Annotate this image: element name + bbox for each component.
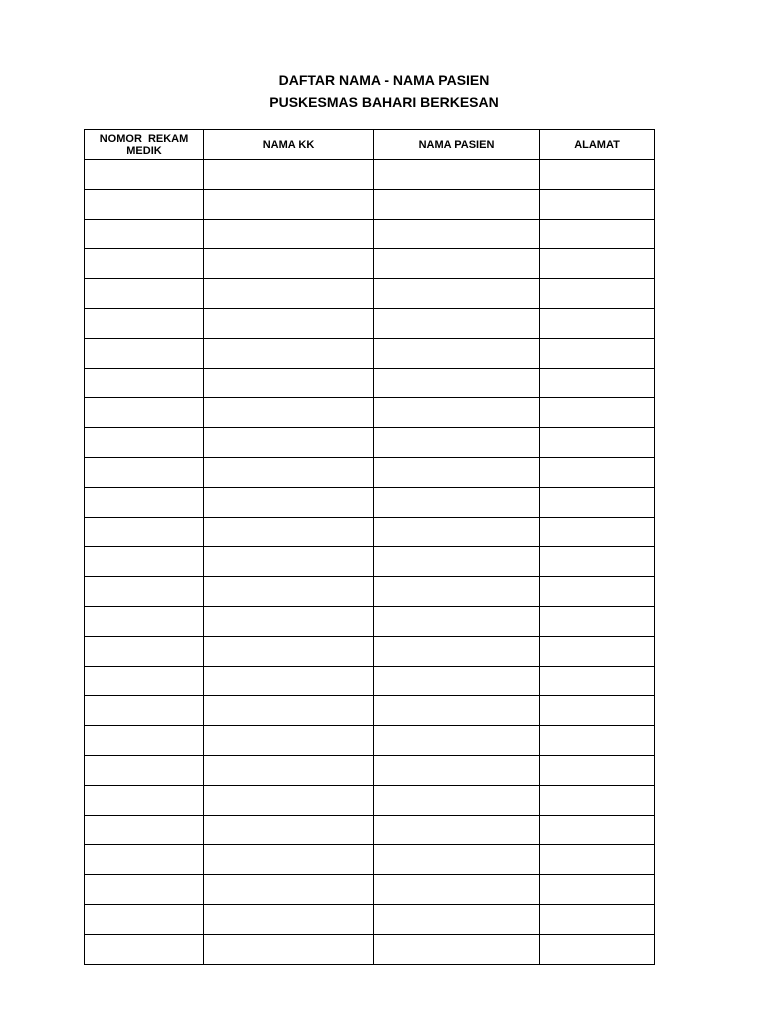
- cell-alamat[interactable]: [540, 308, 655, 338]
- cell-alamat[interactable]: [540, 160, 655, 190]
- table-row: [85, 815, 655, 845]
- cell-nomor-rekam-medik[interactable]: [85, 160, 204, 190]
- cell-alamat[interactable]: [540, 815, 655, 845]
- cell-nama-kk[interactable]: [204, 338, 374, 368]
- table-header: [85, 130, 655, 160]
- cell-nomor-rekam-medik[interactable]: [85, 904, 204, 934]
- cell-alamat[interactable]: [540, 904, 655, 934]
- cell-nomor-rekam-medik[interactable]: [85, 636, 204, 666]
- table-row: [85, 606, 655, 636]
- table-row: [85, 338, 655, 368]
- cell-nama-pasien[interactable]: [374, 577, 540, 607]
- cell-nama-kk[interactable]: [204, 428, 374, 458]
- cell-nama-kk[interactable]: [204, 755, 374, 785]
- cell-alamat[interactable]: [540, 845, 655, 875]
- table-row: [85, 875, 655, 905]
- table-row: [85, 428, 655, 458]
- cell-nomor-rekam-medik[interactable]: [85, 577, 204, 607]
- cell-nama-kk[interactable]: [204, 279, 374, 309]
- cell-alamat[interactable]: [540, 189, 655, 219]
- cell-alamat[interactable]: [540, 785, 655, 815]
- table-row: [85, 308, 655, 338]
- cell-nomor-rekam-medik[interactable]: [85, 785, 204, 815]
- header-nomor-rekam-medik: [85, 130, 204, 160]
- cell-alamat[interactable]: [540, 755, 655, 785]
- header-nomor-rekam-medik-label: NOMOR REKAM MEDIK: [99, 132, 189, 157]
- cell-nama-kk[interactable]: [204, 875, 374, 905]
- header-alamat: ALAMAT: [540, 130, 655, 160]
- cell-alamat[interactable]: [540, 249, 655, 279]
- cell-nomor-rekam-medik[interactable]: [85, 428, 204, 458]
- table-row: [85, 219, 655, 249]
- cell-nama-pasien[interactable]: [374, 517, 540, 547]
- cell-nama-kk[interactable]: [204, 547, 374, 577]
- table-row: [85, 398, 655, 428]
- cell-nama-kk[interactable]: [204, 249, 374, 279]
- cell-nama-kk[interactable]: [204, 904, 374, 934]
- cell-nama-pasien[interactable]: [374, 219, 540, 249]
- cell-nomor-rekam-medik[interactable]: [85, 517, 204, 547]
- cell-nomor-rekam-medik[interactable]: [85, 398, 204, 428]
- document-subtitle: PUSKESMAS BAHARI BERKESAN: [269, 94, 499, 110]
- cell-nama-pasien[interactable]: [374, 368, 540, 398]
- cell-alamat[interactable]: [540, 696, 655, 726]
- table-row: [85, 487, 655, 517]
- cell-nomor-rekam-medik[interactable]: [85, 934, 204, 964]
- cell-alamat[interactable]: [540, 338, 655, 368]
- table-header-row: [85, 130, 655, 160]
- cell-nama-pasien[interactable]: [374, 696, 540, 726]
- table-row: [85, 696, 655, 726]
- cell-nama-kk[interactable]: [204, 368, 374, 398]
- cell-nomor-rekam-medik[interactable]: [85, 726, 204, 756]
- table-row: [85, 279, 655, 309]
- cell-nama-kk[interactable]: [204, 636, 374, 666]
- cell-nama-pasien[interactable]: [374, 785, 540, 815]
- cell-nomor-rekam-medik[interactable]: [85, 249, 204, 279]
- cell-alamat[interactable]: [540, 279, 655, 309]
- cell-nama-kk[interactable]: [204, 457, 374, 487]
- cell-nomor-rekam-medik[interactable]: [85, 875, 204, 905]
- cell-nama-pasien[interactable]: [374, 279, 540, 309]
- table-row: [85, 785, 655, 815]
- cell-alamat[interactable]: [540, 457, 655, 487]
- cell-nama-kk[interactable]: [204, 219, 374, 249]
- table-row: [85, 845, 655, 875]
- cell-nama-pasien[interactable]: [374, 398, 540, 428]
- cell-nama-pasien[interactable]: [374, 666, 540, 696]
- cell-nama-pasien[interactable]: [374, 338, 540, 368]
- cell-nomor-rekam-medik[interactable]: [85, 547, 204, 577]
- header-nama-kk: NAMA KK: [204, 130, 374, 160]
- cell-nama-kk[interactable]: [204, 934, 374, 964]
- cell-alamat[interactable]: [540, 547, 655, 577]
- cell-nama-kk[interactable]: [204, 487, 374, 517]
- table-row: [85, 457, 655, 487]
- cell-nama-kk[interactable]: [204, 815, 374, 845]
- table-row: [85, 577, 655, 607]
- cell-nama-pasien[interactable]: [374, 636, 540, 666]
- cell-nama-pasien[interactable]: [374, 726, 540, 756]
- table-row: [85, 636, 655, 666]
- cell-nama-pasien[interactable]: [374, 845, 540, 875]
- cell-nomor-rekam-medik[interactable]: [85, 279, 204, 309]
- table-row: [85, 517, 655, 547]
- cell-nama-kk[interactable]: [204, 577, 374, 607]
- cell-alamat[interactable]: [540, 517, 655, 547]
- cell-nama-pasien[interactable]: [374, 606, 540, 636]
- cell-nama-pasien[interactable]: [374, 815, 540, 845]
- cell-nama-pasien[interactable]: [374, 189, 540, 219]
- cell-nomor-rekam-medik[interactable]: [85, 308, 204, 338]
- cell-alamat[interactable]: [540, 726, 655, 756]
- cell-alamat[interactable]: [540, 636, 655, 666]
- table-row: [85, 368, 655, 398]
- table-row: [85, 249, 655, 279]
- cell-nomor-rekam-medik[interactable]: [85, 606, 204, 636]
- cell-nama-pasien[interactable]: [374, 487, 540, 517]
- cell-nama-pasien[interactable]: [374, 875, 540, 905]
- cell-nama-pasien[interactable]: [374, 249, 540, 279]
- cell-nama-pasien[interactable]: [374, 308, 540, 338]
- cell-alamat[interactable]: [540, 875, 655, 905]
- cell-nama-pasien[interactable]: [374, 457, 540, 487]
- cell-nama-kk[interactable]: [204, 696, 374, 726]
- table-row: [85, 934, 655, 964]
- cell-nomor-rekam-medik[interactable]: [85, 755, 204, 785]
- cell-alamat[interactable]: [540, 368, 655, 398]
- cell-alamat[interactable]: [540, 606, 655, 636]
- table-row: [85, 189, 655, 219]
- table-row: [85, 666, 655, 696]
- cell-nomor-rekam-medik[interactable]: [85, 338, 204, 368]
- cell-nama-kk[interactable]: [204, 606, 374, 636]
- table-row: [85, 904, 655, 934]
- cell-nama-pasien[interactable]: [374, 755, 540, 785]
- cell-nama-kk[interactable]: [204, 785, 374, 815]
- cell-alamat[interactable]: [540, 666, 655, 696]
- cell-nomor-rekam-medik[interactable]: [85, 487, 204, 517]
- table-row: [85, 547, 655, 577]
- cell-alamat[interactable]: [540, 398, 655, 428]
- table-row: [85, 755, 655, 785]
- patient-list-table: [84, 129, 655, 965]
- cell-nomor-rekam-medik[interactable]: [85, 189, 204, 219]
- header-nama-pasien: NAMA PASIEN: [374, 130, 540, 160]
- cell-nomor-rekam-medik[interactable]: [85, 845, 204, 875]
- cell-nama-kk[interactable]: [204, 308, 374, 338]
- cell-nomor-rekam-medik[interactable]: [85, 666, 204, 696]
- cell-nomor-rekam-medik[interactable]: [85, 696, 204, 726]
- cell-nama-kk[interactable]: [204, 160, 374, 190]
- cell-nama-kk[interactable]: [204, 666, 374, 696]
- table-body: [85, 160, 655, 965]
- cell-alamat[interactable]: [540, 934, 655, 964]
- cell-nama-pasien[interactable]: [374, 428, 540, 458]
- cell-nomor-rekam-medik[interactable]: [85, 219, 204, 249]
- table-row: [85, 160, 655, 190]
- cell-nama-kk[interactable]: [204, 398, 374, 428]
- cell-nomor-rekam-medik[interactable]: [85, 457, 204, 487]
- cell-nama-kk[interactable]: [204, 726, 374, 756]
- document-title-block: [0, 69, 768, 113]
- cell-alamat[interactable]: [540, 219, 655, 249]
- cell-alamat[interactable]: [540, 487, 655, 517]
- cell-alamat[interactable]: [540, 428, 655, 458]
- document-title: DAFTAR NAMA - NAMA PASIEN: [278, 72, 490, 88]
- cell-nama-kk[interactable]: [204, 517, 374, 547]
- cell-alamat[interactable]: [540, 577, 655, 607]
- cell-nama-pasien[interactable]: [374, 934, 540, 964]
- cell-nama-kk[interactable]: [204, 189, 374, 219]
- cell-nama-pasien[interactable]: [374, 904, 540, 934]
- table-row: [85, 726, 655, 756]
- cell-nomor-rekam-medik[interactable]: [85, 368, 204, 398]
- cell-nama-kk[interactable]: [204, 845, 374, 875]
- cell-nama-pasien[interactable]: [374, 160, 540, 190]
- cell-nomor-rekam-medik[interactable]: [85, 815, 204, 845]
- cell-nama-pasien[interactable]: [374, 547, 540, 577]
